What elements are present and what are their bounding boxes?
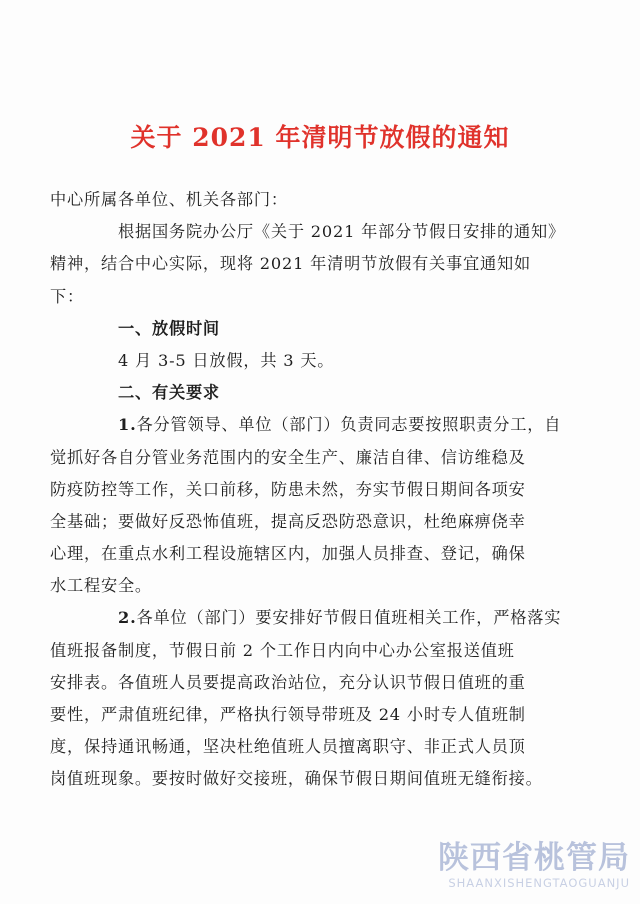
list-item-line: 要性，严肃值班纪律，严格执行领导带班及 24 小时专人值班制 — [50, 705, 526, 724]
watermark-name-cn: 陕西省桃管局 — [438, 840, 630, 876]
list-item-line: 安排表。各值班人员要提高政治站位，充分认识节假日值班的重 — [50, 672, 526, 692]
list-item-line: 全基础；要做好反恐怖值班，提高反恐防恐意识，杜绝麻痹侥幸 — [50, 511, 526, 531]
item-text: 各单位（部门）要安排好节假日值班相关工作，严格落实 — [136, 608, 562, 628]
list-item-line: 心理，在重点水利工程设施辖区内，加强人员排查、登记，确保 — [50, 544, 526, 564]
salutation: 中心所属各单位、机关各部门： — [50, 190, 288, 209]
list-item-line: 防疫防控等工作，关口前移，防患未然，夯实节假日期间各项安 — [50, 479, 526, 499]
list-item-line — [84, 602, 584, 634]
item-number: 1. — [118, 415, 137, 435]
list-item-line: 岗值班现象。要按时做好交接班，确保节假日期间值班无缝衔接。 — [50, 769, 543, 789]
list-item-line: 度，保持通讯畅通，坚决杜绝值班人员擅离职守、非正式人员顶 — [50, 737, 526, 757]
watermark-name-en: SHAANXISHENGTAOGUANJU — [448, 876, 630, 890]
intro-line: 下： — [50, 286, 84, 306]
section-text-holiday-dates: 4 月 3-5 日放假，共 3 天。 — [118, 350, 335, 370]
item-number: 2. — [118, 608, 137, 628]
watermark — [370, 840, 630, 890]
section-heading-holiday-time: 一、放假时间 — [118, 318, 220, 338]
item-text: 各分管领导、单位（部门）负责同志要按照职责分工，自 — [136, 415, 562, 435]
list-item-line: 觉抓好各自分管业务范围内的安全生产、廉洁自律、信访维稳及 — [50, 447, 526, 467]
list-item-line: 水工程安全。 — [50, 576, 152, 596]
intro-line: 精神，结合中心实际，现将 2021 年清明节放假有关事宜通知如 — [50, 254, 531, 274]
document-body — [50, 184, 584, 796]
list-item-line: 值班报备制度，节假日前 2 个工作日内向中心办公室报送值班 — [50, 640, 515, 660]
list-item-line — [84, 409, 584, 441]
intro-line: 根据国务院办公厅《关于 2021 年部分节假日安排的通知》 — [118, 222, 565, 242]
section-heading-requirements: 二、有关要求 — [118, 383, 220, 403]
document-title: 关于 2021 年清明节放假的通知 — [130, 123, 510, 152]
